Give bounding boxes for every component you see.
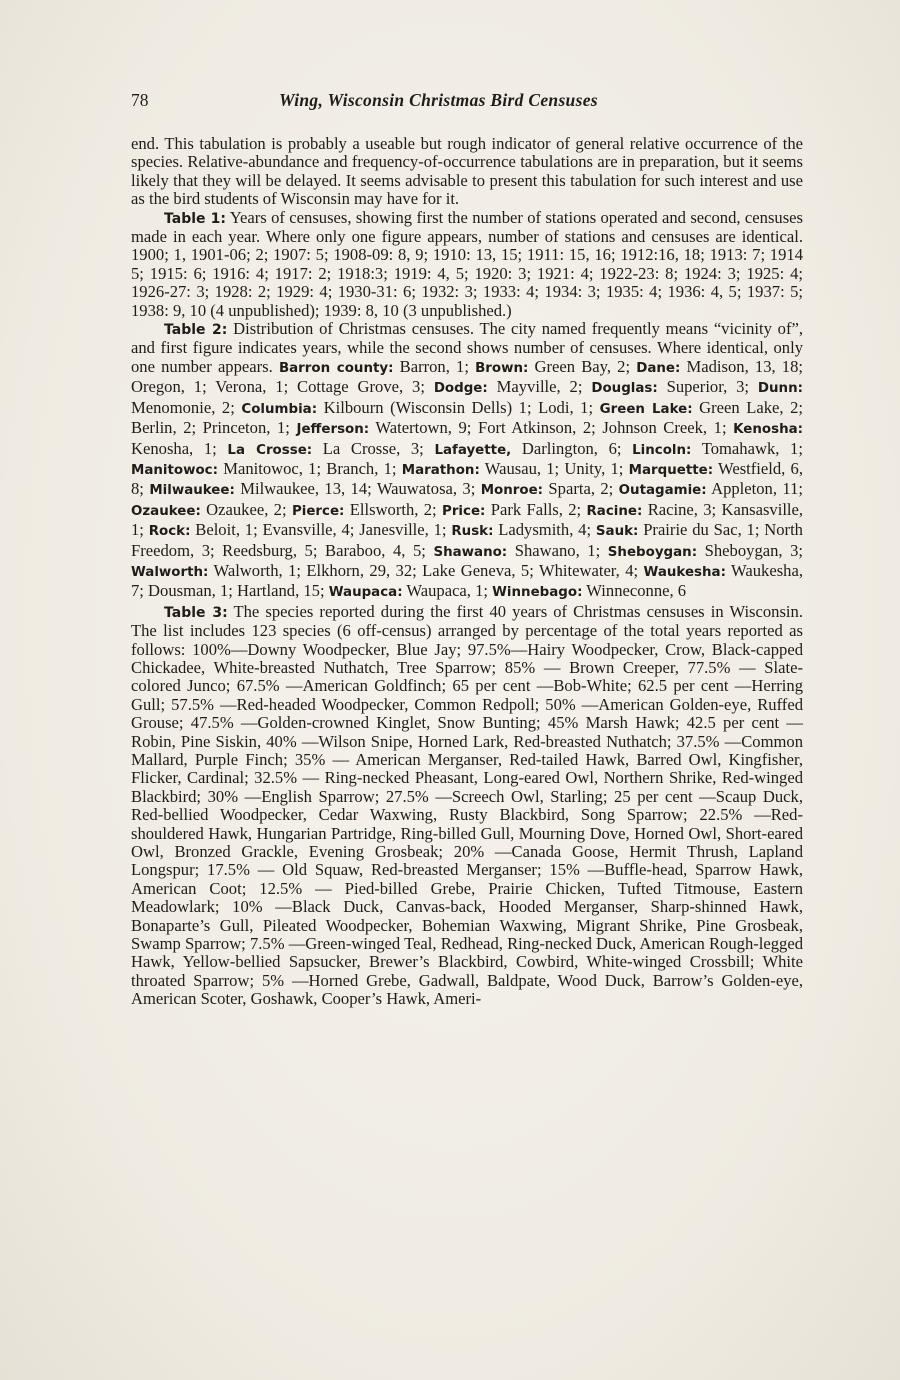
county-name: Pierce: — [291, 503, 345, 519]
county-entry — [131, 500, 287, 519]
county-sites: Ladysmith, 4; — [498, 520, 592, 540]
county-entry — [131, 459, 397, 478]
county-entry — [481, 479, 614, 498]
county-name: Price: — [442, 503, 486, 519]
county-entry — [434, 377, 583, 396]
county-sites: Racine, 3; Kansasville, 1; — [131, 499, 804, 540]
county-entry — [402, 459, 624, 478]
county-name: Green Lake: — [599, 401, 693, 417]
county-entry — [227, 439, 423, 458]
county-name: Columbia: — [241, 401, 318, 417]
county-entry — [296, 418, 726, 437]
county-name: Marathon: — [401, 462, 480, 478]
county-sites: Green Lake, 2; Berlin, 2; Princeton, 1; — [131, 397, 803, 438]
table2-paragraph — [131, 320, 803, 603]
county-name: Kenosha: — [733, 422, 803, 438]
table3-text: The species reported during the first 40 years of Christmas censuses in Wisconsin. The list includes 123 species (6 off-census) arranged by percentage of the total years reported as follows: 100%—Downy Woodpecker, Blue Jay; 97.5%—Hairy Woodpecker, Crow, Black-capped Chickadee, White-breasted Nuthatch, Tree Sparrow; 85% — Brown Creeper, 77.5% — Slate-colored Junco; 67.5% —American Goldfinch; 65 per cent —Bob-White; 62.5 per cent —Herring Gull; 57.5% —Red-headed Woodpecker, Common Redpoll; 50% —American Golden-eye, Ruffed Grouse; 47.5% —Golden-crowned Kinglet, Snow Bunting; 45% Marsh Hawk; 42.5 per cent —Robin, Pine Siskin, 40% —Wilson Snipe, Horned Lark, Red-breasted Nuthatch; 37.5% —Common Mallard, Purple Finch; 35% — American Merganser, Red-tailed Hawk, Barred Owl, Kingfisher, Flicker, Cardinal; 32.5% — Ring-necked Pheasant, Long-eared Owl, Northern Shrike, Red-winged Blackbird; 30% —English Sparrow; 27.5% —Screech Owl, Starling; 25 per cent —Scaup Duck, Red-bellied Woodpecker, Cedar Waxwing, Rusty Blackbird, Song Sparrow; 22.5% —Red-shouldered Hawk, Hungarian Partridge, Ring-billed Gull, Mourning Dove, Horned Owl, Short-eared Owl, Bronzed Grackle, Evening Grosbeak; 20% —Canada Goose, Hermit Thrush, Lapland Longspur; 17.5% — Old Squaw, Red-breasted Merganser; 15% —Buffle-head, Sparrow Hawk, American Coot; 12.5% — Pied-billed Grebe, Prairie Chicken, Tufted Titmouse, Eastern Meadowlark; 10% —Black Duck, Canvas-back, Hooded Merganser, Sharp-shinned Hawk, Bonaparte’s Gull, Pileated Woodpecker, Bohemian Waxwing, Migrant Shrike, Pine Grosbeak, Swamp Sparrow; 7.5% —Green-winged Teal, Redhead, Ring-necked Duck, American Rough-legged Hawk, Yellow-bellied Sapsucker, Brewer’s Blackbird, Cowbird, White-winged Crossbill; White throated Sparrow; 5% —Horned Grebe, Gadwall, Baldpate, Wood Duck, Barrow’s Golden-eye, American Scoter, Goshawk, Cooper’s Hawk, Ameri- — [131, 601, 803, 1009]
county-name: Waupaca: — [328, 585, 403, 601]
county-name: Outagamie: — [618, 483, 707, 499]
body-text — [131, 135, 803, 1009]
county-name: Sauk: — [595, 524, 639, 540]
county-sites: Sheboygan, 3; — [704, 540, 804, 560]
county-name: Rock: — [148, 524, 191, 540]
county-sites: Darlington, 6; — [521, 438, 622, 458]
table3-paragraph — [131, 603, 803, 1009]
county-name: Dunn: — [757, 381, 803, 397]
county-sites: Sparta, 2; — [548, 479, 614, 499]
county-sites: Wausau, 1; Unity, 1; — [484, 458, 624, 478]
running-head — [131, 90, 800, 114]
county-name: Dodge: — [433, 381, 488, 397]
county-sites: Beloit, 1; Evansville, 4; Janesville, 1; — [195, 520, 447, 540]
county-sites: Kenosha, 1; — [131, 438, 217, 458]
county-sites: Appleton, 11; — [711, 479, 803, 499]
county-name: Milwaukee: — [149, 483, 235, 499]
county-entry — [433, 541, 600, 560]
county-entry — [131, 561, 638, 580]
county-entry — [149, 479, 475, 498]
county-entry — [149, 520, 447, 539]
county-sites: Shawano, 1; — [514, 540, 601, 560]
county-sites: Ellsworth, 2; — [349, 499, 437, 519]
county-entry — [442, 500, 581, 519]
table3-label: Table 3: — [164, 604, 228, 621]
county-entry — [279, 357, 469, 376]
county-entry — [241, 398, 593, 417]
county-sites: Madison, 13, 18; Oregon, 1; Verona, 1; Cottage Grove, 3; — [131, 356, 803, 397]
county-name: Ozaukee: — [131, 503, 201, 519]
county-name: Dane: — [636, 360, 681, 376]
county-sites: Manitowoc, 1; Branch, 1; — [223, 458, 397, 478]
county-sites: Barron, 1; — [399, 356, 469, 376]
county-name: Douglas: — [591, 381, 658, 397]
page-number: 78 — [131, 90, 149, 110]
county-entry — [632, 439, 803, 458]
county-sites: Winneconne, 6 — [586, 581, 687, 601]
county-name: La Crosse: — [227, 442, 313, 458]
county-list — [131, 357, 803, 600]
county-sites: Waupaca, 1; — [406, 581, 488, 601]
county-name: Walworth: — [131, 564, 209, 580]
county-entry — [492, 581, 686, 600]
county-name: Sheboygan: — [607, 544, 698, 560]
county-sites: Prairie du Sac, 1; North Freedom, 3; Reedsburg, 5; Baraboo, 4, 5; — [131, 520, 803, 560]
county-name: Lincoln: — [632, 442, 692, 458]
county-name: Brown: — [475, 360, 529, 376]
table2-intro: Distribution of Christmas censuses. The city named frequently means “vicinity of”, and first figure indicates years, while the second shows number of censuses. Where identical, only one number appears. — [131, 319, 803, 376]
county-sites: Kilbourn (Wisconsin Dells) 1; Lodi, 1; — [323, 397, 594, 417]
county-sites: Park Falls, 2; — [490, 499, 582, 519]
county-entry — [292, 500, 437, 519]
county-sites: Milwaukee, 13, 14; Wauwatosa, 3; — [240, 479, 476, 499]
intro-paragraph: end. This tabulation is probably a useable but rough indicator of general relative occurrence of the species. Relative-abundance and frequency-of-occurrence tabulations are in preparation, but it seems likely that they will be delayed. It seems advisable to present this tabulation for such interest and use as the bird students of Wisconsin may have for it. — [131, 134, 803, 209]
county-name: Monroe: — [480, 483, 544, 499]
table1-text: Years of censuses, showing first the number of stations operated and second, censuses made in each year. Where only one figure appears, number of stations and censuses are identical. 1900; 1, 1901-06; 2; 1907: 5; 1908-09: 8, 9; 1910: 13, 15; 1911: 15, 16; 1912:16, 18; 1913: 7; 1914 5; 1915: 6; 1916: 4; 1917: 2; 1918:3; 1919: 4, 5; 1920: 3; 1921: 4; 1922-23: 8; 1924: 3; 1925: 4; 1926-27: 3; 1928: 2; 1929: 4; 1930-31: 6; 1932: 3; 1933: 4; 1934: 3; 1935: 4; 1936: 4, 5; 1937: 5; 1938: 9, 10 (4 unpublished); 1939: 8, 10 (3 unpublished.) — [131, 207, 803, 320]
county-sites: Superior, 3; — [666, 377, 750, 397]
county-name: Shawano: — [433, 544, 508, 560]
county-entry — [475, 357, 630, 376]
county-entry — [608, 541, 803, 560]
county-sites: Walworth, 1; Elkhorn, 29, 32; Lake Geneva, 5; Whitewater, 4; — [213, 560, 639, 580]
county-name: Marquette: — [628, 462, 714, 478]
county-name: Jefferson: — [296, 422, 370, 438]
county-sites: Waukesha, 7; Dousman, 1; Hartland, 15; — [131, 560, 803, 601]
county-entry — [329, 581, 488, 600]
table1-label: Table 1: — [164, 210, 226, 227]
table1-paragraph — [131, 209, 803, 320]
county-sites: Watertown, 9; Fort Atkinson, 2; Johnson Creek, 1; — [375, 418, 727, 438]
county-name: Waukesha: — [643, 564, 726, 580]
county-sites: Tomahawk, 1; — [701, 438, 803, 458]
county-name: Manitowoc: — [131, 462, 218, 478]
table2-label: Table 2: — [164, 322, 228, 339]
county-name: Barron county: — [278, 360, 394, 376]
county-sites: Westfield, 6, 8; — [131, 458, 804, 499]
county-entry — [619, 479, 803, 498]
county-sites: Menomonie, 2; — [131, 397, 235, 417]
county-name: Racine: — [586, 503, 643, 519]
county-sites: Ozaukee, 2; — [206, 499, 287, 519]
county-sites: Green Bay, 2; — [534, 356, 631, 376]
county-name: Lafayette, — [434, 442, 512, 458]
county-sites: La Crosse, 3; — [322, 438, 424, 458]
county-name: Rusk: — [451, 524, 494, 540]
county-sites: Mayville, 2; — [496, 377, 583, 397]
county-name: Winnebago: — [492, 585, 583, 601]
county-entry — [451, 520, 591, 539]
county-entry — [434, 439, 621, 458]
running-title: Wing, Wisconsin Christmas Bird Censuses — [279, 90, 598, 110]
county-entry — [591, 377, 749, 396]
